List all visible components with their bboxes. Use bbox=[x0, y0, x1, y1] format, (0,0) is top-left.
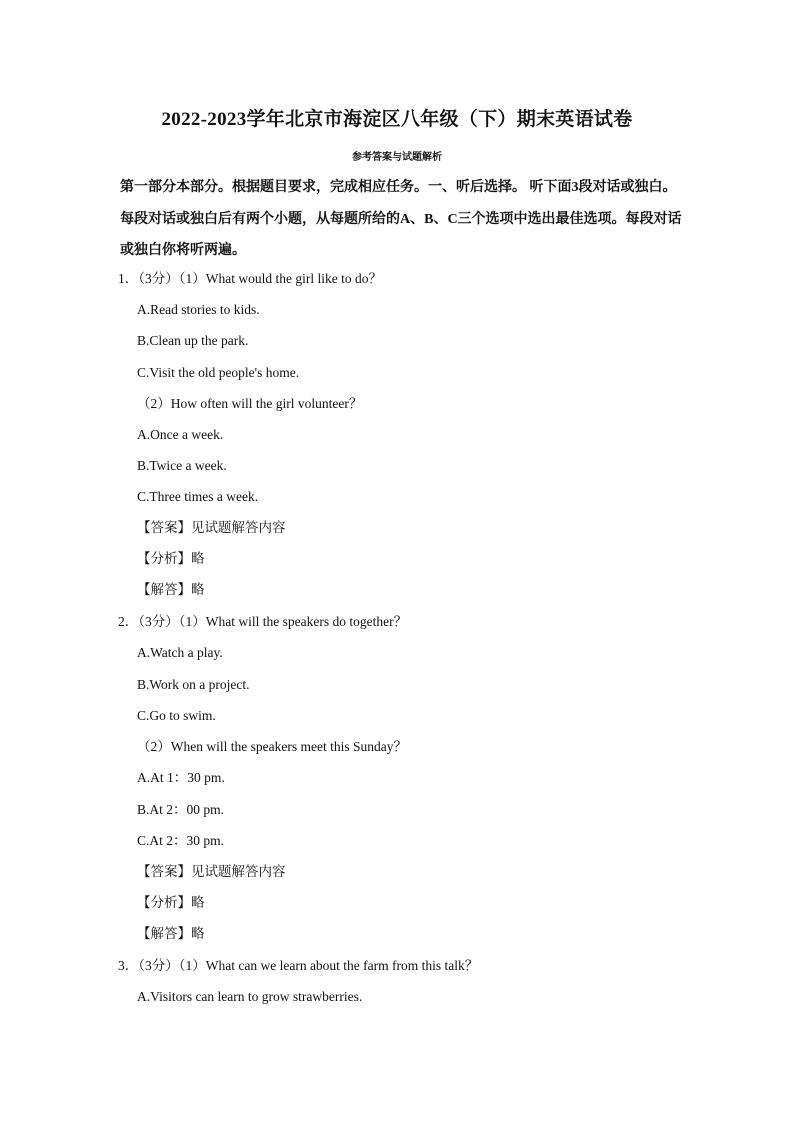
question-2-option-b: B.Work on a project. bbox=[137, 677, 250, 692]
question-1-sub2-option-b: B.Twice a week. bbox=[137, 458, 227, 473]
question-1-sub2-option-c: C.Three times a week. bbox=[137, 489, 259, 504]
question-2-solution: 【解答】略 bbox=[137, 926, 205, 941]
question-2-option-c: C.Go to swim. bbox=[137, 708, 216, 723]
question-2-sub2-stem: （2）When will the speakers meet this Sunday？ bbox=[137, 739, 407, 754]
question-2-option-a: A.Watch a play. bbox=[137, 645, 223, 660]
question-1-sub2-stem: （2）How often will the girl volunteer？ bbox=[137, 396, 363, 411]
question-3-option-a: A.Visitors can learn to grow strawberries. bbox=[137, 989, 363, 1004]
question-2-analysis: 【分析】略 bbox=[137, 895, 205, 910]
question-1-sub2-option-a: A.Once a week. bbox=[137, 427, 224, 442]
question-1-solution: 【解答】略 bbox=[137, 582, 205, 597]
question-2-stem: 2．（3分）（1）What will the speakers do together？ bbox=[118, 614, 408, 629]
question-3-stem: 3．（3分）（1）What can we learn about the farm from this talk？ bbox=[118, 958, 479, 973]
question-2-sub2-option-c: C.At 2：30 pm. bbox=[137, 833, 225, 848]
question-2-answer: 【答案】见试题解答内容 bbox=[137, 864, 286, 879]
question-1-option-a: A.Read stories to kids. bbox=[137, 302, 260, 317]
page-title: 2022-2023学年北京市海淀区八年级（下）期末英语试卷 bbox=[161, 109, 633, 130]
question-1-answer: 【答案】见试题解答内容 bbox=[137, 520, 286, 535]
page-subtitle: 参考答案与试题解析 bbox=[352, 152, 442, 163]
question-1-option-c: C.Visit the old people's home. bbox=[137, 365, 300, 380]
question-2-sub2-option-a: A.At 1：30 pm. bbox=[137, 770, 225, 785]
section-instructions: 第一部分本部分。根据题目要求，完成相应任务。一、听后选择。 听下面3段对话或独白。每段对话或独白后有两个小题，从每题所给的A、B、C三个选项中选出最佳选项。每段对话或独白你将听两遍。 bbox=[120, 180, 682, 258]
question-1-analysis: 【分析】略 bbox=[137, 551, 205, 566]
question-2-sub2-option-b: B.At 2：00 pm. bbox=[137, 802, 225, 817]
question-1-option-b: B.Clean up the park. bbox=[137, 333, 249, 348]
question-1-stem: 1．（3分）（1）What would the girl like to do？ bbox=[118, 271, 382, 286]
